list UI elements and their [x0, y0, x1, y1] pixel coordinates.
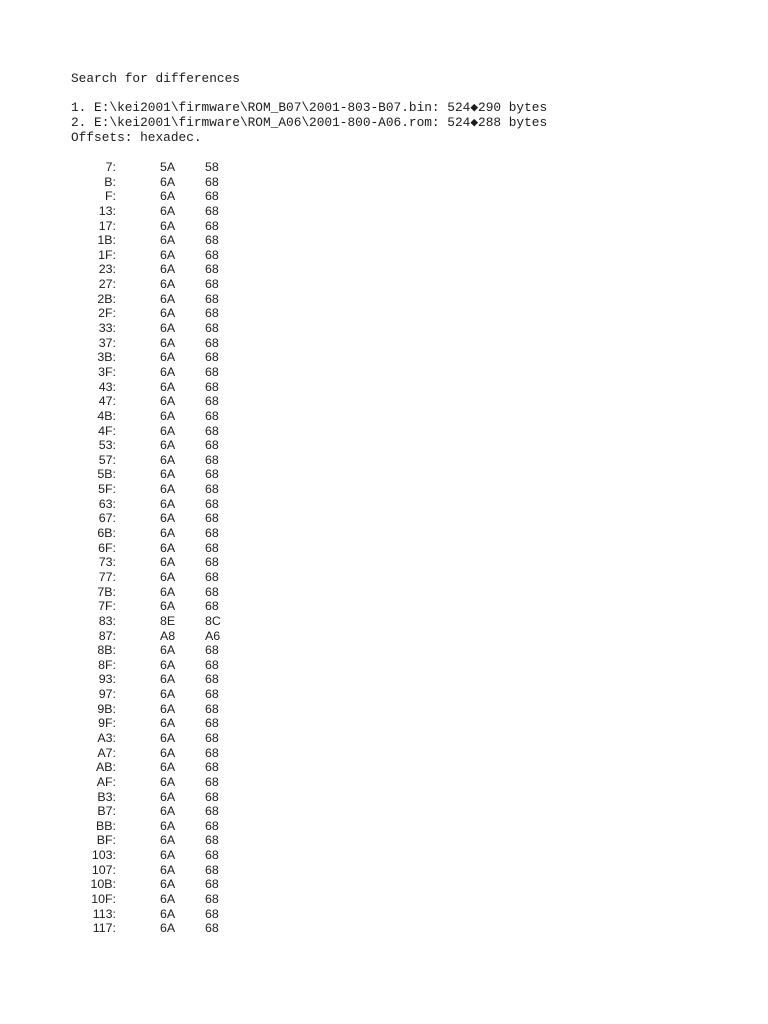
diff-offset: 97: [98, 687, 116, 702]
diff-value-file1: 6A [160, 774, 176, 789]
diff-value-file1: 6A [160, 203, 176, 218]
diff-value-file2: 68 [205, 745, 219, 760]
diff-offset: 6F: [98, 540, 116, 555]
diff-offset: 17: [98, 218, 116, 233]
diff-value-file2: 68 [205, 394, 219, 409]
diff-row [0, 863, 300, 878]
diff-offset: 33: [98, 321, 116, 336]
diff-value-file2: 68 [205, 921, 219, 936]
diff-row [0, 497, 300, 512]
diff-value-file1: 6A [160, 452, 176, 467]
diff-value-file2: 68 [205, 555, 219, 570]
diff-row [0, 350, 300, 365]
diff-offset: 27: [98, 277, 116, 292]
diff-row [0, 614, 300, 629]
diff-value-file1: 6A [160, 555, 176, 570]
diff-row [0, 175, 300, 190]
diff-value-file2: 68 [205, 906, 219, 921]
diff-offset: 113: [92, 906, 116, 921]
diff-offset: 57: [98, 452, 116, 467]
diff-value-file1: 6A [160, 482, 176, 497]
diff-value-file1: 6A [160, 233, 176, 248]
diff-value-file1: 6A [160, 321, 176, 336]
diff-value-file1: 6A [160, 467, 176, 482]
diff-row [0, 687, 300, 702]
diff-row [0, 526, 300, 541]
diff-offset: 37: [98, 335, 116, 350]
diff-row [0, 424, 300, 439]
diff-value-file2: 68 [205, 657, 219, 672]
diff-offset: 43: [98, 379, 116, 394]
diff-value-file1: 6A [160, 262, 176, 277]
diff-value-file1: 6A [160, 906, 176, 921]
diff-value-file2: 68 [205, 511, 219, 526]
diff-value-file1: 6A [160, 848, 176, 863]
diff-value-file1: 6A [160, 599, 176, 614]
diff-value-file1: 6A [160, 379, 176, 394]
diff-row [0, 541, 300, 556]
diff-value-file1: 6A [160, 350, 176, 365]
diff-value-file2: 58 [205, 160, 219, 174]
diff-row [0, 672, 300, 687]
diff-offset: A3: [97, 730, 116, 745]
diff-value-file1: 6A [160, 423, 176, 438]
document-title: Search for differences [71, 71, 240, 86]
diff-offset: 2B: [97, 291, 116, 306]
diff-offset: 13: [98, 203, 116, 218]
diff-value-file1: 6A [160, 643, 176, 658]
diff-value-file2: 68 [205, 892, 219, 907]
diff-value-file2: 68 [205, 350, 219, 365]
offsets-note: Offsets: hexadec. [71, 130, 202, 145]
diff-value-file2: 68 [205, 423, 219, 438]
diff-row [0, 760, 300, 775]
diff-value-file1: 6A [160, 306, 176, 321]
diff-value-file2: 68 [205, 687, 219, 702]
diff-value-file2: 68 [205, 291, 219, 306]
diff-offset: 8B: [97, 643, 116, 658]
diff-value-file1: 6A [160, 277, 176, 292]
diff-row [0, 555, 300, 570]
diff-value-file2: 68 [205, 306, 219, 321]
diff-offset: 9F: [98, 716, 116, 731]
diff-offset: 7B: [97, 584, 116, 599]
diff-value-file2: 68 [205, 569, 219, 584]
diff-value-file2: 68 [205, 862, 219, 877]
diff-row [0, 453, 300, 468]
diff-offset: 4F: [98, 423, 116, 438]
diff-value-file1: 6A [160, 877, 176, 892]
diff-value-file1: 6A [160, 701, 176, 716]
diff-value-file2: 68 [205, 716, 219, 731]
diff-offset: 8F: [98, 657, 116, 672]
diff-value-file2: 68 [205, 496, 219, 511]
diff-value-file1: 6A [160, 394, 176, 409]
diff-value-file2: 68 [205, 774, 219, 789]
diff-value-file1: 8E [160, 613, 176, 628]
diff-row [0, 189, 300, 204]
diff-value-file2: 68 [205, 701, 219, 716]
diff-row [0, 716, 300, 731]
diff-value-file2: 68 [205, 643, 219, 658]
diff-value-file2: 68 [205, 760, 219, 775]
diff-value-file1: 6A [160, 804, 176, 819]
diff-row [0, 892, 300, 907]
diff-row [0, 336, 300, 351]
diff-value-file2: 68 [205, 467, 219, 482]
diff-value-file1: 6A [160, 892, 176, 907]
diff-value-file2: 68 [205, 438, 219, 453]
diff-row [0, 804, 300, 819]
diff-value-file1: 6A [160, 672, 176, 687]
diff-offset: 83: [98, 613, 116, 628]
diff-value-file1: 6A [160, 335, 176, 350]
diff-row [0, 907, 300, 922]
diff-value-file1: 6A [160, 687, 176, 702]
diff-offset: 73: [98, 555, 116, 570]
diff-value-file2: 68 [205, 584, 219, 599]
diff-row [0, 877, 300, 892]
diff-row [0, 482, 300, 497]
diff-value-file1: 6A [160, 408, 176, 423]
diff-row [0, 819, 300, 834]
diff-offset: BF: [96, 833, 116, 848]
diff-offset: 1F: [98, 247, 116, 262]
diff-row [0, 160, 300, 175]
diff-value-file1: 6A [160, 833, 176, 848]
diff-value-file2: 68 [205, 526, 219, 541]
diff-value-file1: 6A [160, 291, 176, 306]
diff-row [0, 921, 300, 936]
diff-value-file1: A8 [160, 628, 176, 643]
diff-value-file1: 6A [160, 174, 176, 189]
diff-offset: 93: [98, 672, 116, 687]
diff-offset: 47: [98, 394, 116, 409]
diff-row [0, 394, 300, 409]
diff-value-file2: A6 [205, 628, 221, 643]
diff-value-file2: 68 [205, 321, 219, 336]
diff-row [0, 746, 300, 761]
diff-offset: 2F: [98, 306, 116, 321]
diff-value-file1: 6A [160, 862, 176, 877]
diff-value-file2: 68 [205, 672, 219, 687]
diff-value-file2: 68 [205, 848, 219, 863]
diff-value-file2: 68 [205, 482, 219, 497]
diff-value-file2: 68 [205, 277, 219, 292]
diff-row [0, 790, 300, 805]
diff-offset: A7: [97, 745, 116, 760]
diff-offset: F: [104, 189, 116, 204]
diff-offset: 1B: [97, 233, 116, 248]
diff-value-file1: 5A [160, 160, 176, 174]
diff-value-file1: 6A [160, 218, 176, 233]
diff-offset: 7: [105, 160, 116, 174]
diff-value-file1: 6A [160, 438, 176, 453]
diff-row [0, 731, 300, 746]
diff-value-file2: 68 [205, 174, 219, 189]
diff-value-file1: 6A [160, 526, 176, 541]
diff-value-file2: 68 [205, 364, 219, 379]
diff-offset: 23: [98, 262, 116, 277]
diff-offset: AB: [96, 760, 116, 775]
diff-value-file1: 6A [160, 716, 176, 731]
diff-value-file2: 68 [205, 218, 219, 233]
diff-offset: B7: [97, 804, 116, 819]
diff-offset: 63: [98, 496, 116, 511]
diff-offset: 6B: [97, 526, 116, 541]
diff-offset: 5F: [98, 482, 116, 497]
diff-value-file1: 6A [160, 657, 176, 672]
diff-row [0, 599, 300, 614]
diff-offset: 10F: [91, 892, 116, 907]
diff-row [0, 658, 300, 673]
diff-value-file1: 6A [160, 540, 176, 555]
diff-value-file2: 68 [205, 335, 219, 350]
diff-value-file1: 6A [160, 511, 176, 526]
diff-value-file1: 6A [160, 745, 176, 760]
diff-row [0, 204, 300, 219]
diff-row [0, 629, 300, 644]
diff-offset: B: [104, 174, 116, 189]
diff-offset: 107: [91, 862, 116, 877]
diff-value-file1: 6A [160, 584, 176, 599]
diff-value-file1: 6A [160, 496, 176, 511]
diff-offset: 3F: [98, 364, 116, 379]
diff-row [0, 570, 300, 585]
diff-value-file1: 6A [160, 921, 176, 936]
diff-row [0, 438, 300, 453]
diff-offset: 3B: [97, 350, 116, 365]
diff-row [0, 248, 300, 263]
diff-value-file1: 6A [160, 730, 176, 745]
diff-row [0, 262, 300, 277]
diff-value-file1: 6A [160, 569, 176, 584]
diff-value-file2: 68 [205, 247, 219, 262]
diff-row [0, 833, 300, 848]
diff-row [0, 643, 300, 658]
diff-value-file2: 68 [205, 730, 219, 745]
diff-offset: 67: [98, 511, 116, 526]
diff-offset: 87: [98, 628, 116, 643]
diff-row [0, 409, 300, 424]
diff-value-file2: 68 [205, 804, 219, 819]
file-1-info: 1. E:\kei2001\firmware\ROM_B07\2001-803-B07.bin: 524◆290 bytes [71, 100, 548, 115]
diff-value-file2: 68 [205, 203, 219, 218]
diff-offset: 5B: [97, 467, 116, 482]
diff-value-file2: 68 [205, 818, 219, 833]
diff-value-file2: 68 [205, 452, 219, 467]
diff-offset: AF: [96, 774, 116, 789]
diff-row [0, 380, 300, 395]
diff-value-file1: 6A [160, 818, 176, 833]
diff-offset: 7F: [98, 599, 116, 614]
diff-row [0, 848, 300, 863]
diff-row [0, 219, 300, 234]
diff-row [0, 365, 300, 380]
diff-value-file1: 6A [160, 789, 176, 804]
diff-row [0, 233, 300, 248]
diff-value-file2: 68 [205, 877, 219, 892]
diff-offset: BB: [96, 818, 116, 833]
diff-value-file1: 6A [160, 247, 176, 262]
diff-row [0, 306, 300, 321]
diff-row [0, 585, 300, 600]
diff-value-file2: 68 [205, 408, 219, 423]
diff-value-file1: 6A [160, 760, 176, 775]
diff-value-file2: 68 [205, 233, 219, 248]
diff-offset: 77: [98, 569, 116, 584]
diff-offset: 9B: [97, 701, 116, 716]
diff-table [0, 160, 300, 936]
diff-value-file2: 68 [205, 789, 219, 804]
diff-value-file2: 68 [205, 540, 219, 555]
diff-row [0, 511, 300, 526]
diff-value-file2: 68 [205, 833, 219, 848]
diff-row [0, 775, 300, 790]
file-2-info: 2. E:\kei2001\firmware\ROM_A06\2001-800-A06.rom: 524◆288 bytes [71, 115, 548, 130]
diff-value-file2: 68 [205, 262, 219, 277]
diff-row [0, 702, 300, 717]
diff-row [0, 321, 300, 336]
diff-value-file2: 68 [205, 189, 219, 204]
diff-value-file1: 6A [160, 189, 176, 204]
diff-offset: 53: [98, 438, 116, 453]
diff-row [0, 277, 300, 292]
diff-offset: 10B: [90, 877, 116, 892]
diff-value-file2: 68 [205, 379, 219, 394]
diff-row [0, 467, 300, 482]
diff-value-file1: 6A [160, 364, 176, 379]
diff-offset: 103: [91, 848, 116, 863]
diff-value-file2: 8C [205, 613, 221, 628]
diff-offset: B3: [97, 789, 116, 804]
diff-value-file2: 68 [205, 599, 219, 614]
diff-offset: 4B: [97, 408, 116, 423]
diff-row [0, 292, 300, 307]
diff-offset: 117: [92, 921, 116, 936]
